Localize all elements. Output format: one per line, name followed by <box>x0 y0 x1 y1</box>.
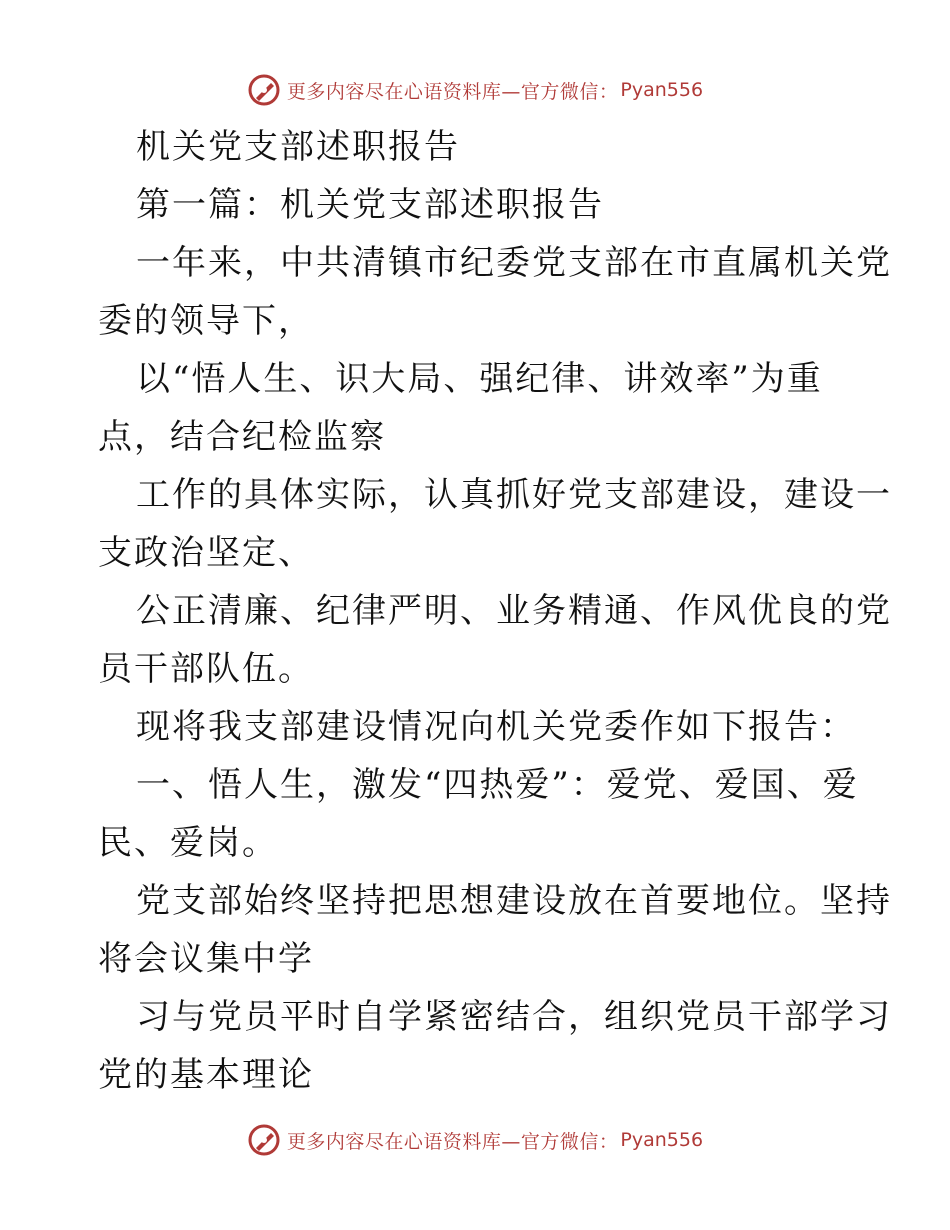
paragraph-line: 现将我支部建设情况向机关党委作如下报告： <box>136 707 856 747</box>
paragraph-line: 支政治坚定、 <box>98 533 314 573</box>
footer-watermark <box>0 1120 950 1160</box>
paragraph-line: 一年来，中共清镇市纪委党支部在市直属机关党 <box>136 243 892 283</box>
pen-logo-icon <box>247 73 281 107</box>
paragraph-line: 党的基本理论 <box>98 1055 314 1095</box>
watermark-text: 更多内容尽在心语资料库—官方微信： <box>286 1130 619 1153</box>
watermark-wechat-id: Pyan556 <box>620 79 704 101</box>
section-heading-line: 一、悟人生，激发“四热爱”：爱党、爱国、爱 <box>136 765 859 805</box>
watermark-text: 更多内容尽在心语资料库—官方微信： <box>286 80 619 103</box>
paragraph-line: 点，结合纪检监察 <box>98 417 386 457</box>
pen-logo-icon <box>247 1123 281 1157</box>
header-watermark <box>0 70 950 110</box>
section-heading-line: 民、爱岗。 <box>98 823 278 863</box>
doc-title: 机关党支部述职报告 <box>136 127 460 167</box>
paragraph-line: 员干部队伍。 <box>98 649 314 689</box>
watermark-wechat-id: Pyan556 <box>620 1129 704 1151</box>
paragraph-line: 将会议集中学 <box>98 939 314 979</box>
paragraph-line: 委的领导下， <box>98 301 314 341</box>
paragraph-line: 以“悟人生、识大局、强纪律、讲效率”为重 <box>136 359 823 399</box>
paragraph-line: 习与党员平时自学紧密结合，组织党员干部学习 <box>136 997 892 1037</box>
paragraph-line: 党支部始终坚持把思想建设放在首要地位。坚持 <box>136 881 892 921</box>
document-body <box>98 118 892 1104</box>
paragraph-line: 公正清廉、纪律严明、业务精通、作风优良的党 <box>136 591 892 631</box>
paragraph-line: 工作的具体实际，认真抓好党支部建设，建设一 <box>136 475 892 515</box>
doc-subtitle: 第一篇：机关党支部述职报告 <box>136 185 604 225</box>
